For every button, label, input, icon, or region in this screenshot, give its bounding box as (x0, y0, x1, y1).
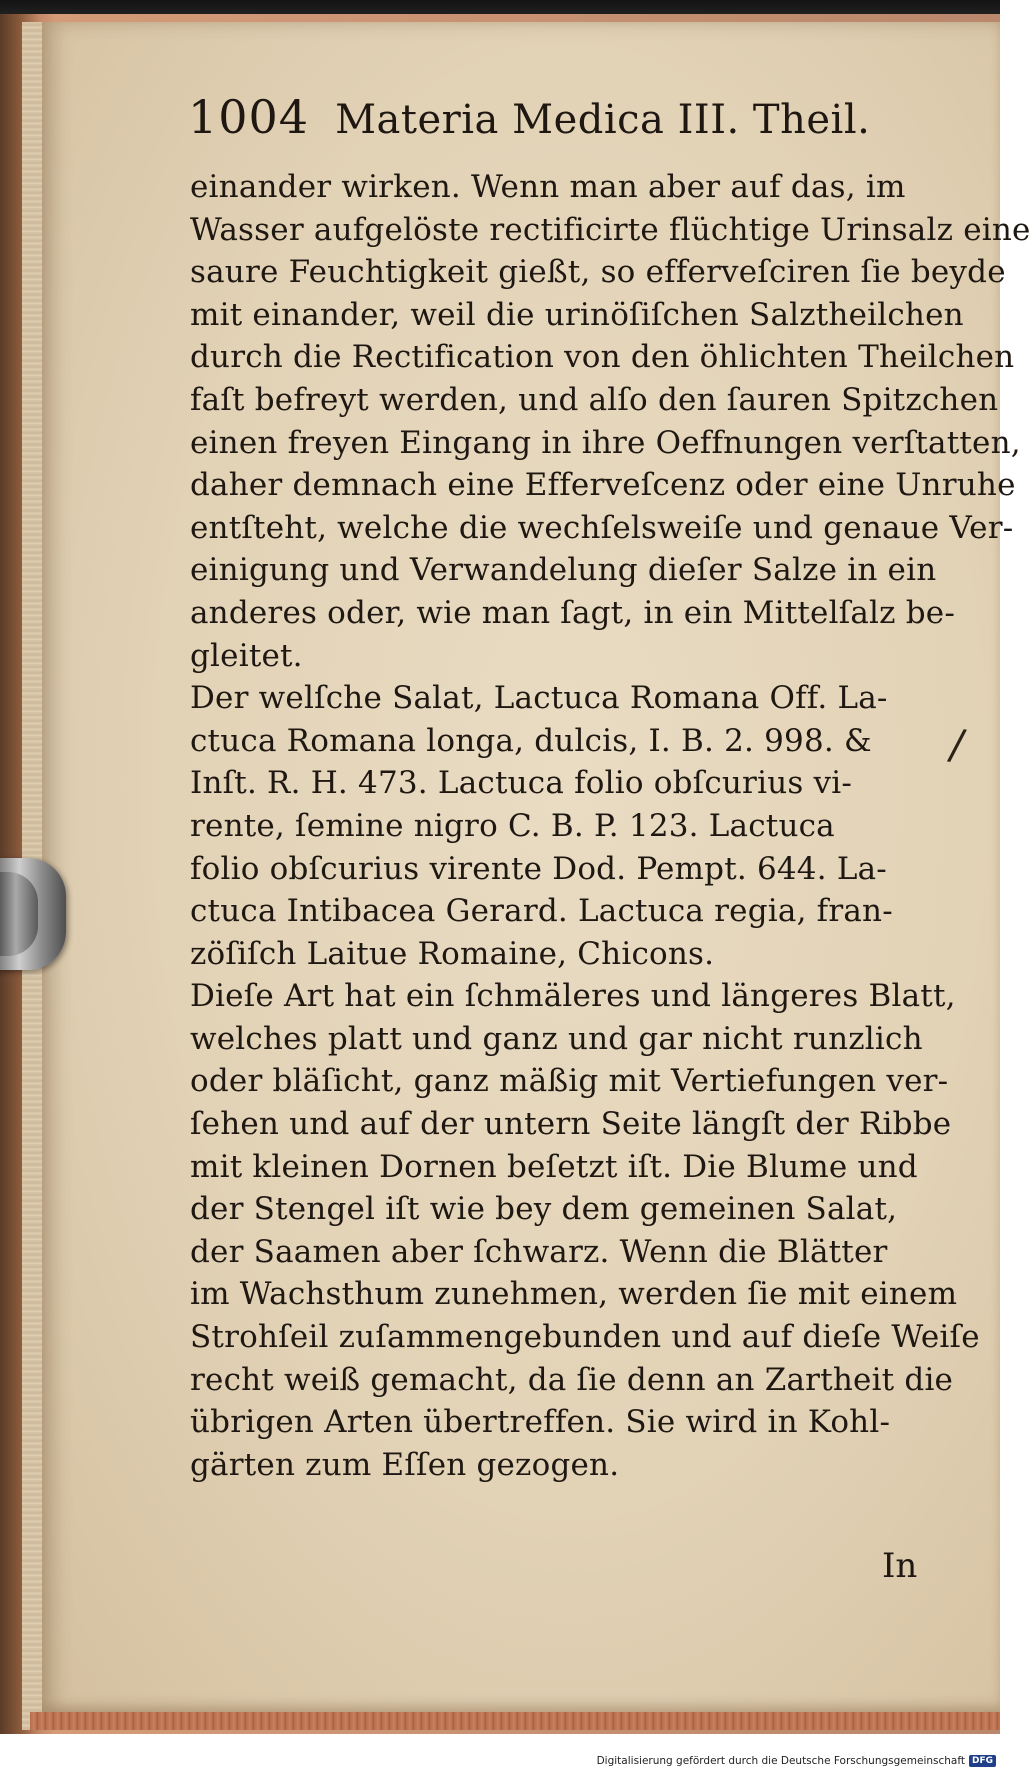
text-line: mit kleinen Dornen beſetzt iſt. Die Blume und (190, 1148, 918, 1185)
text-line: folio obſcurius virente Dod. Pempt. 644. La- (190, 850, 887, 887)
page-clip-inner (0, 872, 38, 956)
page-text (188, 90, 1031, 1486)
page-number: 1004 (188, 90, 310, 144)
text-line: oder bläſicht, ganz mäßig mit Vertiefungen ver- (190, 1063, 949, 1100)
catchword: In (882, 1546, 918, 1586)
page-header (188, 90, 940, 166)
text-line: der Stengel iſt wie bey dem gemeinen Salat, (190, 1191, 898, 1228)
text-line: anderes oder, wie man ſagt, in ein Mittelſalz be- (190, 594, 956, 631)
text-line: übrigen Arten übertreffen. Sie wird in Kohl- (190, 1404, 891, 1441)
text-line: ctuca Romana longa, dulcis, I. B. 2. 998. & (190, 722, 872, 759)
body-text (190, 166, 1031, 1486)
page-bottom-edge (30, 1712, 1000, 1730)
text-line: im Wachsthum zunehmen, werden ſie mit einem (190, 1276, 958, 1313)
text-line: zöſiſch Laitue Romaine, Chicons. (190, 935, 715, 972)
text-line: daher demnach eine Efferveſcenz oder eine Unruhe (190, 467, 1016, 504)
text-line: einigung und Verwandelung dieſer Salze in ein (190, 552, 937, 589)
margin-mark: / (945, 719, 969, 770)
text-line: Dieſe Art hat ein ſchmäleres und längeres Blatt, (190, 978, 956, 1015)
text-line: ſehen und auf der untern Seite längſt der Ribbe (190, 1106, 952, 1143)
credit-text: Digitalisierung gefördert durch die Deutsche Forschungsgemeinschaft (596, 1755, 965, 1767)
text-line: gärten zum Eſſen gezogen. (190, 1446, 620, 1483)
text-line: recht weiß gemacht, da ſie denn an Zartheit die (190, 1361, 954, 1398)
text-line: ctuca Intibacea Gerard. Lactuca regia, fran- (190, 893, 893, 930)
digitization-credit (597, 1752, 996, 1770)
text-line: saure Feuchtigkeit gießt, so efferveſciren ſie beyde (190, 254, 1006, 291)
text-line: faſt befreyt werden, und alſo den ſauren Spitzchen (190, 381, 999, 418)
text-line: Wasser aufgelöste rectificirte flüchtige Urinsalz eine (190, 211, 1031, 248)
text-line: einander wirken. Wenn man aber auf das, im (190, 169, 906, 205)
text-line: Inſt. R. H. 473. Lactuca folio obſcurius vi- (190, 765, 853, 802)
text-line: der Saamen aber ſchwarz. Wenn die Blätter (190, 1233, 888, 1270)
running-title: Materia Medica III. Theil. (335, 97, 871, 143)
text-line: welches platt und ganz und gar nicht runzlich (190, 1020, 923, 1057)
text-line: Strohſeil zuſammengebunden und auf dieſe Weiſe (190, 1319, 980, 1356)
text-line: mit einander, weil die urinöſiſchen Salztheilchen (190, 296, 964, 333)
text-line: gleitet. (190, 637, 303, 674)
text-line: entſteht, welche die wechſelsweiſe und genaue Ver- (190, 509, 1014, 546)
text-line: einen freyen Eingang in ihre Oeffnungen verſtatten, (190, 424, 1021, 461)
text-line: rente, ſemine nigro C. B. P. 123. Lactuca (190, 807, 835, 844)
text-line: Der welſche Salat, Lactuca Romana Off. La- (190, 680, 888, 717)
page-clip-icon (0, 858, 66, 970)
text-line: durch die Rectification von den öhlichten Theilchen (190, 339, 1015, 376)
dfg-logo-icon: DFG (969, 1755, 996, 1767)
